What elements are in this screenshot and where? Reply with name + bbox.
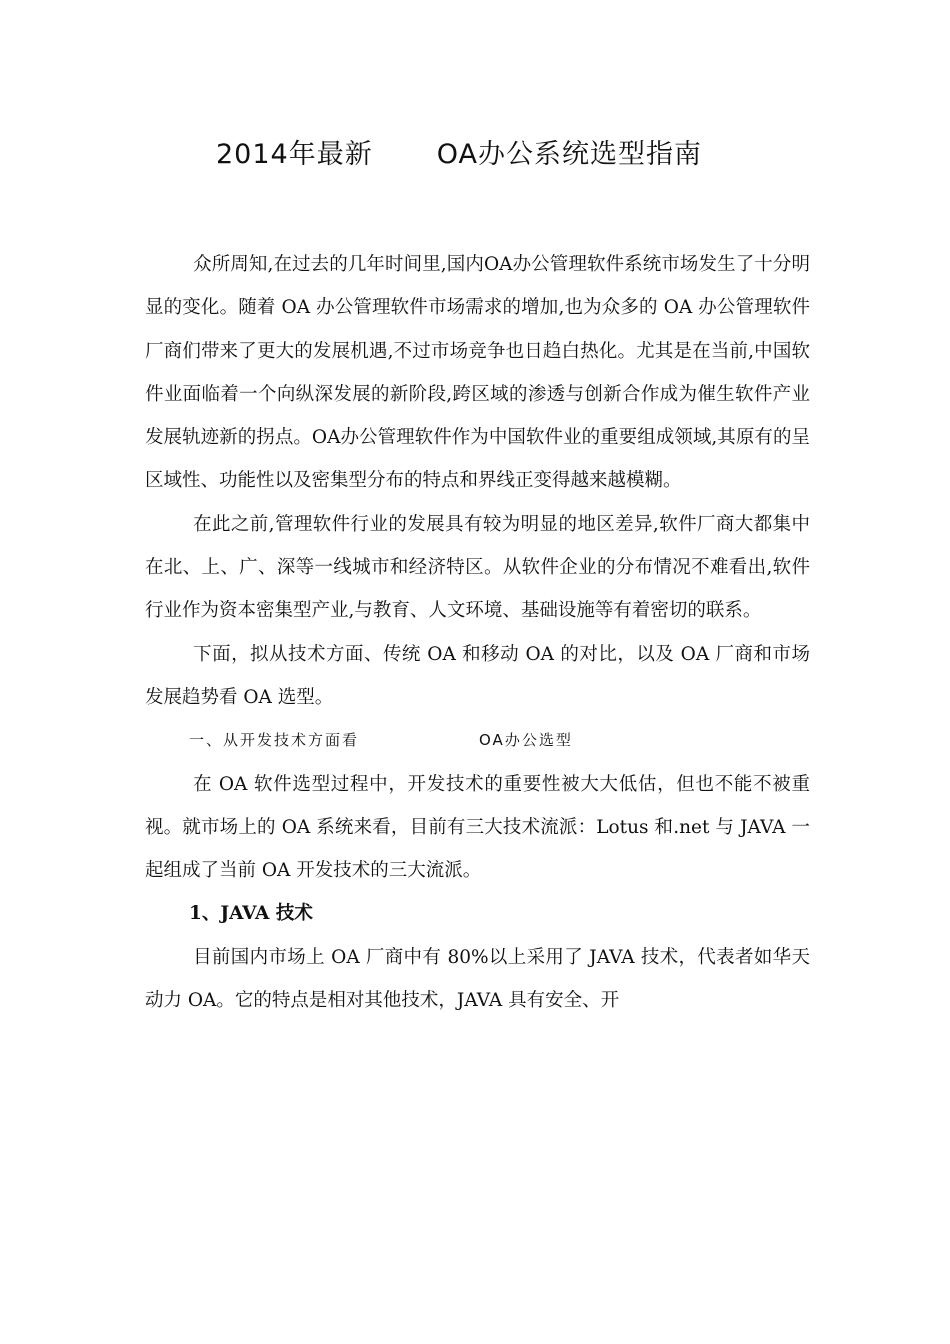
document-body [145,243,810,1022]
document-title [216,132,702,171]
title-part-2: OA办公系统选型指南 [436,139,702,170]
paragraph-technology: 在 OA 软件选型过程中，开发技术的重要性被大大低估，但也不能不被重视。就市场上的 OA 系统来看，目前有三大技术流派：Lotus 和.net 与 JAVA 一起组成了当前 OA 开发技术的三大流派。 [145,773,810,882]
paragraph-regional: 在此之前,管理软件行业的发展具有较为明显的地区差异,软件厂商大都集中在北、上、广、深等一线城市和经济特区。从软件企业的分布情况不难看出,软件行业作为资本密集型产业,与教育、人文环境、基础设施等有着密切的联系。 [145,513,810,622]
section-heading-technology [145,719,810,762]
section-heading-part-2: OA办公选型 [479,731,573,750]
subsection-heading-java: 1、JAVA 技术 [189,903,313,925]
section-heading-part-1: 一、从开发技术方面看 [189,731,360,750]
title-part-1: 2014年最新 [216,139,373,170]
paragraph-outline: 下面，拟从技术方面、传统 OA 和移动 OA 的对比，以及 OA 厂商和市场发展趋势看 OA 选型。 [145,643,810,708]
paragraph-java: 目前国内市场上 OA 厂商中有 80%以上采用了 JAVA 技术，代表者如华天动力 OA。它的特点是相对其他技术，JAVA 具有安全、开 [145,946,810,1012]
paragraph-intro: 众所周知,在过去的几年时间里,国内OA办公管理软件系统市场发生了十分明显的变化。随着 OA 办公管理软件市场需求的增加,也为众多的 OA 办公管理软件厂商们带来了更大的发展机遇,不过市场竞争也日趋白热化。尤其是在当前,中国软件业面临着一个向纵深发展的新阶段,跨区域的渗透与创新合作成为催生软件产业发展轨迹新的拐点。OA办公管理软件作为中国软件业的重要组成领域,其原有的呈区域性、功能性以及密集型分布的特点和界线正变得越来越模糊。 [145,254,810,492]
